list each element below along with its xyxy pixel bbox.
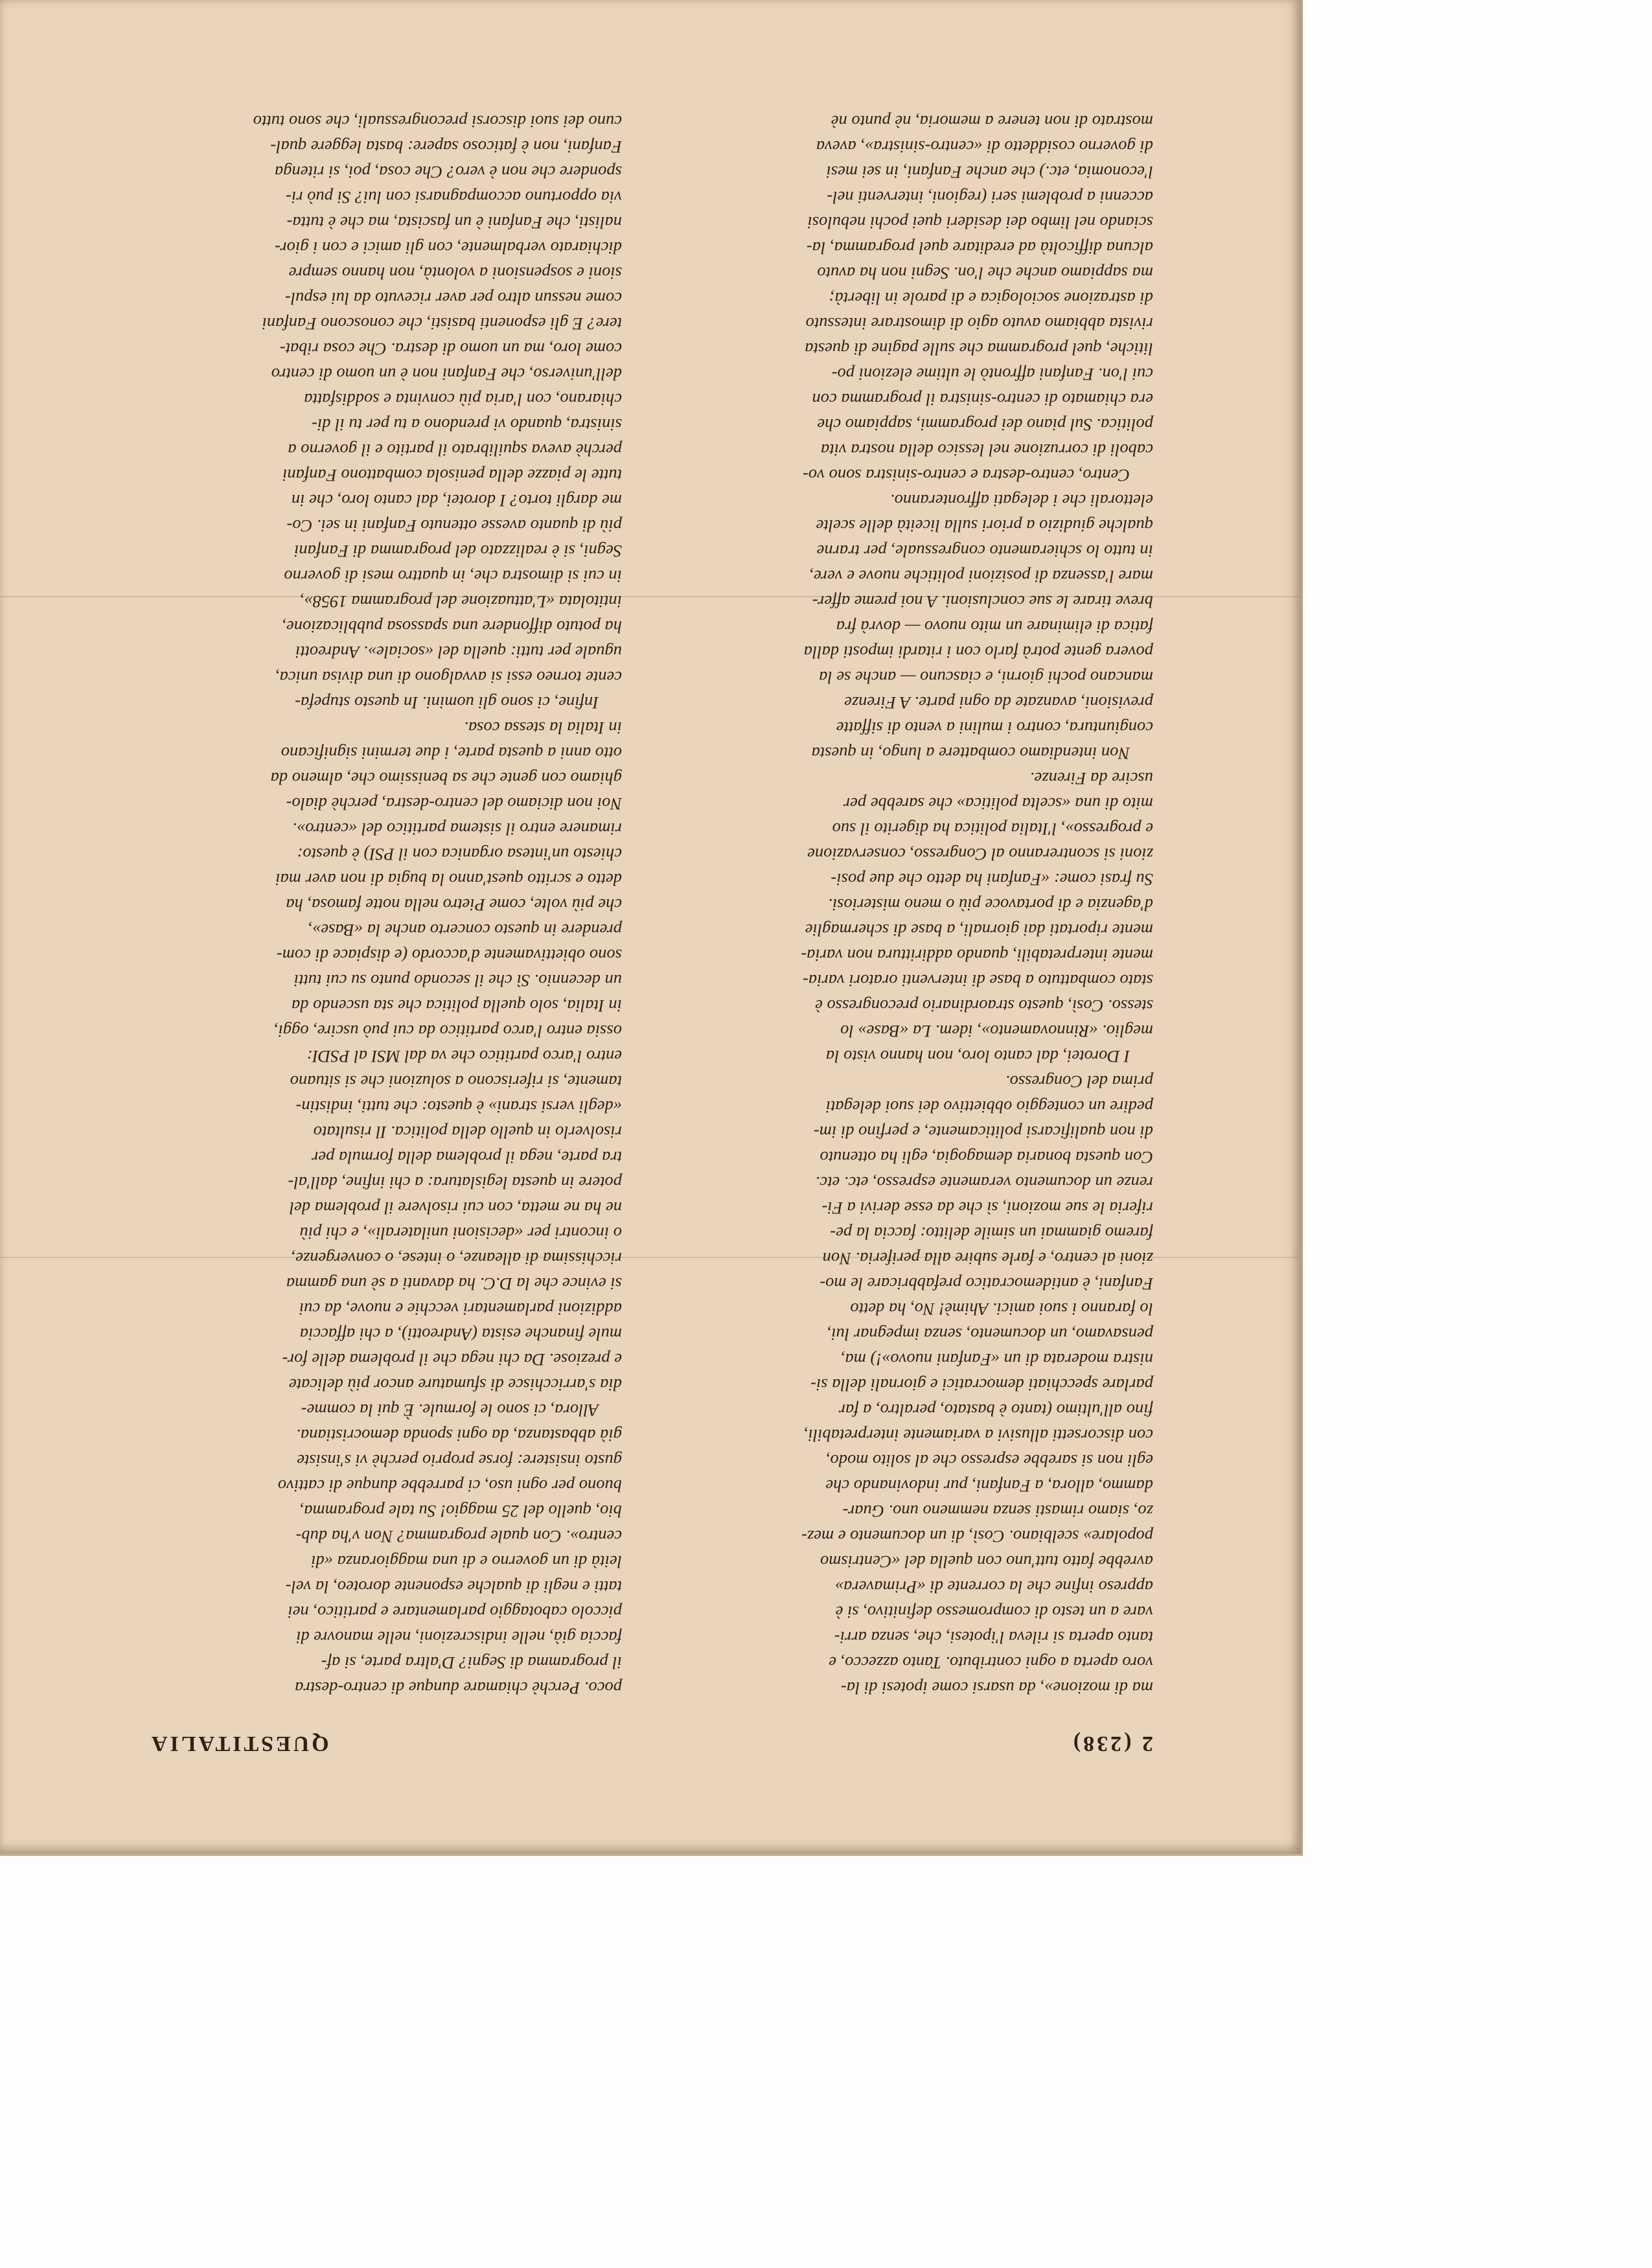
paragraph: Centro, centro-destra e centro-sinistra sono vo- caboli di corruzione nel lessico della nostra vita politica. Sul piano dei programmi, sappiamo che era chiamato di centro-sinistra il programma con cui l'on. Fanfani affrontò le ultime elezioni po- litiche, quel programma che sulle pagine di questa rivista abbiamo avuto agio di dimostrare intessuto di astrazione sociologica e di parole in libertà; ma sappiamo anche che l'on. Segni non ha avuto alcuna difficoltà ad ereditare quel programma, la- sciando nel limbo dei desideri quei pochi nebulosi accenni a problemi seri (regioni, interventi nel- l'economia, etc.) che anche Fanfani, in sei mesi di governo cosiddetto di «centro-sinistra», aveva mostrato di non tenere a memoria, nè punto nè: [803, 112, 1153, 485]
journal-title: QUESTITALIA: [149, 1732, 329, 1756]
running-header: [149, 1723, 1153, 1762]
right-column: [149, 109, 622, 1701]
paragraph: Infine, ci sono gli uomini. In questo stupefa- cente torneo essi si avvalgono di una divisa unica, uguale per tutti: quella del «sociale». Andreotti ha potuto diffondere una spassosa pubblicazione, intitolata «L'attuazione del programma 1958», in cui si dimostra che, in quattro mesi di governo Segni, si è realizzato del programma di Fanfani più di quanto avesse ottenuto Fanfani in sei. Co- me dargli torto? I dorotei, dal canto loro, che in tutte le piazze della penisola combattono Fanfani perchè aveva squilibrato il partito e il governo a sinistra, quando vi prendono a tu per tu il di- chiarano, con l'aria più convinta e soddisfatta dell'universo, che Fanfani non è un uomo di centro come loro, ma un uomo di destra. Che cosa ribat- tere? E gli esponenti basisti, che conoscono Fanfani come nessun altro per aver ricevuto da lui espul- sioni e sospensioni a volontà, non hanno sempre dichiarato verbalmente, con gli amici e con i gior- nalisti, che Fanfani è un fascista, ma che è tutta- via opportuno accompagnarsi con lui? Si può ri- spondere che non è vero? Che cosa, poi, si ritenga Fanfani, non è faticoso sapere: basta leggere qual- cuno dei suoi discorsi precongressuali, che sono tutto: [253, 112, 622, 713]
page-content-upside-down: [149, 112, 1153, 1762]
paragraph: Allora, ci sono le formule. È qui la comme- dia s'arricchisce di sfumature ancor più delicate e preziose. Da chi nega che il problema delle for- mule finanche esista (Andreotti), a chi affaccia addizioni parlamentari vecchie e nuove, da cui si evince che la D.C. ha davanti a sè una gamma ricchissima di alleanze, o intese, o convergenze, o incontri per «decisioni unilaterali», e chi più ne ha ne metta, con cui risolvere il problema del potere in questa legislatura: a chi infine, dall'al- tra parte, nega il problema della formula per risolverlo in quello della politica. Il risultato «degli versi strani» è questo: che tutti, indistin- tamente, si riferiscono a soluzioni che si situano entro l'arco partitico che va dal MSI al PSDI: ossia entro l'arco partitico da cui può uscire, oggi, in Italia, solo quella politica che sta uscendo da un decennio. Sì che il secondo punto su cui tutti sono obiettivamente d'accordo (e dispiace di com- prendere in questo concerto anche la «Base», che più volte, come Pietro nella notte famosa, ha detto e scritto quest'anno la bugia di non aver mai chiesto un'intesa organica con il PSI) è questo: rimanere entro il sistema partitico del «centro». Noi non diciamo del centro-destra, perchè dialo- ghiamo con gente che sa benissimo che, almeno da otto anni a questa parte, i due termini significano in Italia la stessa cosa.: [270, 718, 622, 1420]
left-column: [680, 109, 1153, 1701]
page-number: 2 (238): [1070, 1732, 1153, 1756]
paragraph: poco. Perchè chiamare dunque di centro-destra il programma di Segni? D'altra parte, si af- faccia già, nelle indiscrezioni, nelle manovre di piccolo cabotaggio parlamentare e partitico, nei tatti e negli di qualche esponente doroteo, la vel- leità di un governo e di una maggioranza «di centro». Con quale programma? Non v'ha dub- bio, quello del 25 maggio! Su tale programma, buono per ogni uso, ci parrebbe dunque di cattivo gusto insistere: forse proprio perchè vi s'insiste già abbastanza, da ogni sponda democristiana.: [277, 1426, 622, 1698]
paragraph: I Dorotei, dal canto loro, non hanno visto la meglio. «Rinnovamento», idem. La «Base» lo stesso. Così, questo straordinario precongresso è stato combattuto a base di interventi oratori varia- mente interpretabili, quando addirittura non varia- mente riportati dai giornali, a base di schermaglie d'agenzia e di portavoce più o meno misteriosi. Su frasi come: «Fanfani ha detto che due posi- zioni si scontreranno al Congresso, conservazione e progresso», l'Italia politica ha digerito il suo mito di una «scelta politica» che sarebbe per uscire da Firenze.: [801, 769, 1153, 1066]
paragraph: Non intendiamo combattere a lungo, in questa congiuntura, contro i mulini a vento di siffatte previsioni, avanzate da ogni parte. A Firenze mancano pochi giorni, e ciascuno — anche se la povera gente potrà farlo con i ritardi imposti dalla fatica di eliminare un mito nuovo — dovrà fra breve tirare le sue conclusioni. A noi preme affer- mare l'assenza di posizioni politiche nuove e vere, in tutto lo schieramento congressuale, per trarne qualche giudizio a priori sulla liceità delle scelte elettorali che i delegati affronteranno.: [803, 491, 1153, 763]
paragraph: ma di mozione», da usarsi come ipotesi di la- voro aperta a ogni contributo. Tanto azzecco, e tanto aperta si rileva l'ipotesi, che, senza arri- vare a un testo di compromesso definitivo, si è appreso infine che la corrente di «Primavera» avrebbe fatto tutt'uno con quella del «Centrismo popolare» scelbiano. Così, di un documento e mez- zo, siamo rimasti senza nemmeno uno. Guar- dammo, allora, a Fanfani, pur indovinando che egli non si sarebbe espresso che al solito modo, con discorsetti allusivi a variamente interpretabili, fino all'ultimo (tanto è bastato, peraltro, a far parlare specchiati democratici e giornali della si- nistra moderata di un «Fanfani nuovo»!) ma, pensavamo, un documento, senza impegnar lui, lo faranno i suoi amici. Ahimè! No, ha detto Fanfani, è antidemocratico prefabbricare le mo- zioni al centro, e farle subire alla periferia. Non faremo giammai un simile delitto: faccia la pe- riferia le sue mozioni, sì che da esse derivi a Fi- renze un documento veramente espresso, etc. etc. Con questa bonaria demagogia, egli ha ottenuto di non qualificarsi politicamente, e perfino di im- pedire un conteggio obbiettivo dei suoi delegati prima del Congresso.: [801, 1072, 1153, 1698]
